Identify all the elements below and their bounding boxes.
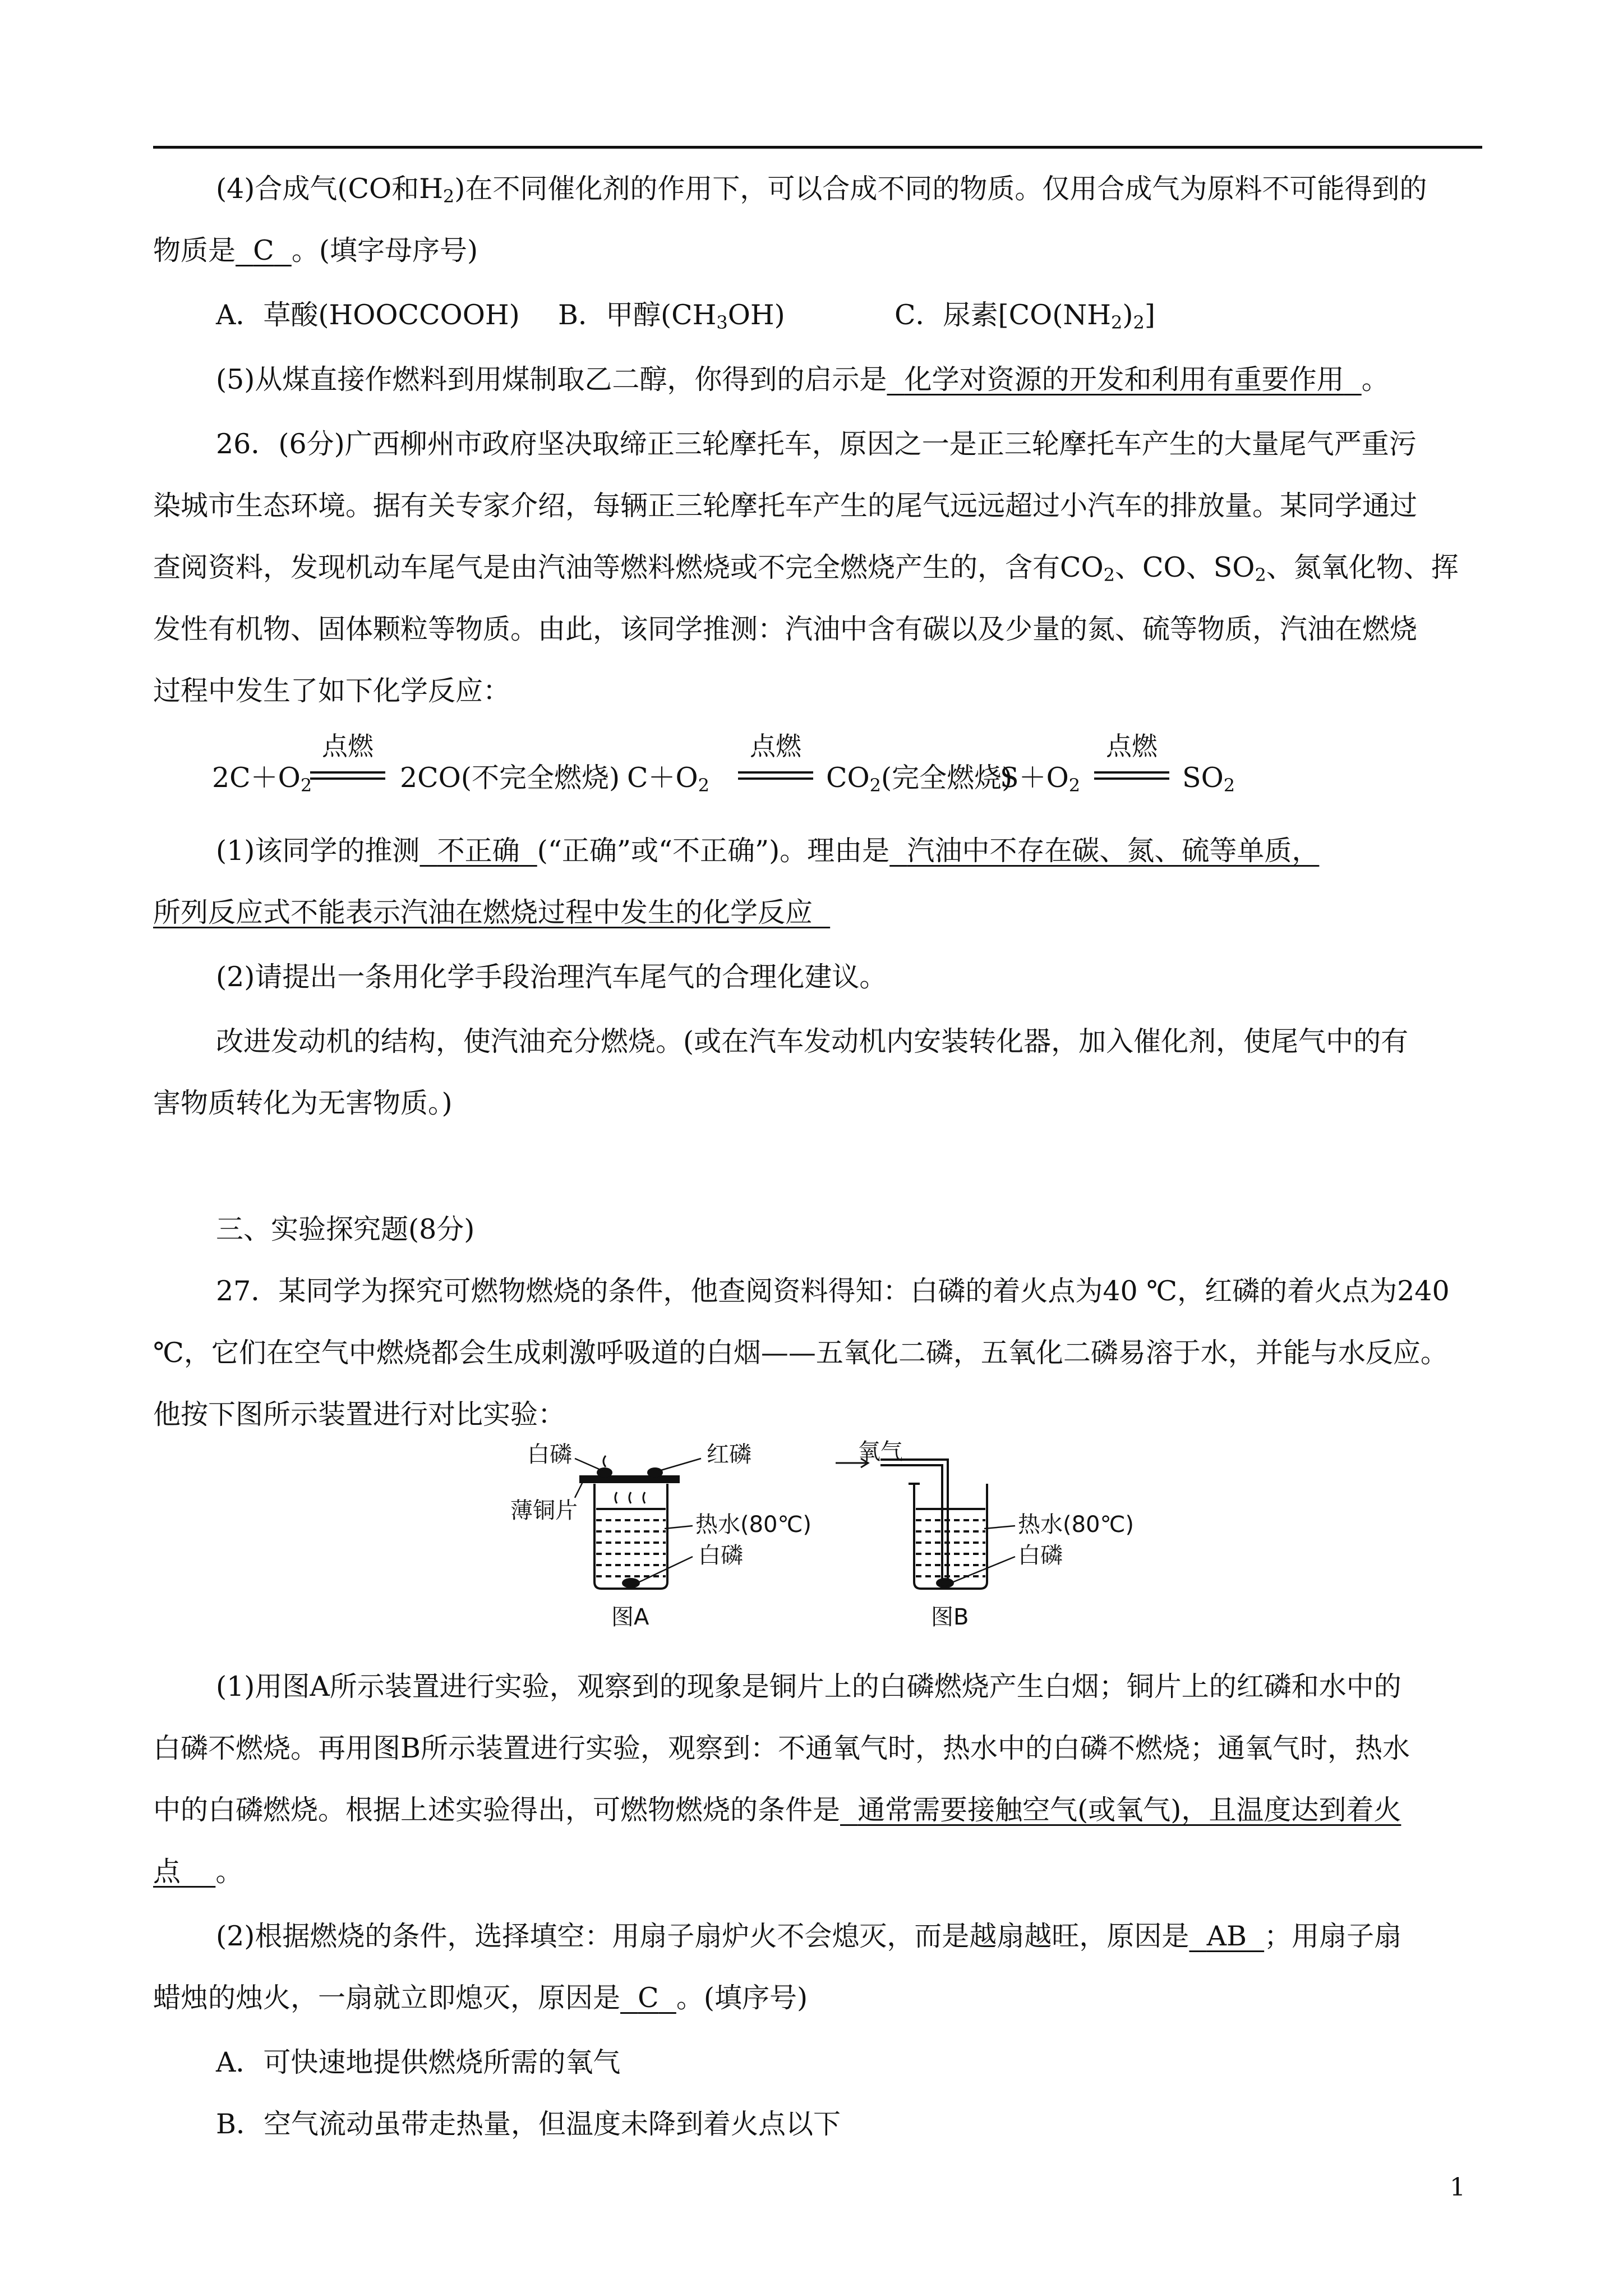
eq2-lhs: $C+O_2$: [627, 762, 710, 796]
label-white-phosphorus-water-a: 白磷: [698, 1543, 743, 1568]
q26-p1-reason: 汽油中不存在碳、氮、硫等单质，: [907, 835, 1320, 867]
caption-figure-b: 图B: [931, 1604, 969, 1630]
q27-p2-line1: (2)根据燃烧的条件，选择填空：用扇子扇炉火不会熄灭，而是越扇越旺，原因是 AB ；用扇子扇: [216, 1920, 1402, 1952]
copper-plate: [580, 1476, 679, 1482]
q27-line1: 27．某同学为探究可燃物燃烧的条件，他查阅资料得知：白磷的着火点为40 ℃，红磷的着火点为240: [216, 1275, 1450, 1307]
beaker-a: [594, 1484, 667, 1589]
label-white-phosphorus-b: 白磷: [1018, 1543, 1063, 1568]
eq3-arrow: 点燃: [1090, 729, 1174, 791]
q26-line4: 发性有机物、固体颗粒等物质。由此，该同学推测：汽油中含有碳以及少量的氮、硫等物质，汽油在燃烧: [153, 613, 1418, 645]
q27-p1-line3: 中的白磷燃烧。根据上述实验得出，可燃物燃烧的条件是 通常需要接触空气(或氧气)，且温度达到着火: [153, 1794, 1401, 1826]
label-copper-plate: 薄铜片: [510, 1498, 578, 1524]
label-oxygen: 氧气: [858, 1439, 903, 1465]
q25-p5: (5)从煤直接作燃料到用煤制取乙二醇，你得到的启示是 化学对资源的开发和利用有重要作用 。: [216, 364, 1389, 395]
q27-line3: 他按下图所示装置进行对比实验：: [153, 1398, 566, 1430]
q27-p1-line1: (1)用图A所示装置进行实验，观察到的现象是铜片上的白磷燃烧产生白烟；铜片上的红磷和水中的: [216, 1671, 1401, 1703]
q27-p1-answer: 通常需要接触空气(或氧气)，且温度达到着火: [857, 1794, 1401, 1826]
label-hot-water-a: 热水(80℃): [695, 1512, 812, 1538]
q25-options: [216, 297, 1482, 333]
q26-p1-line2: 所列反应式不能表示汽油在燃烧过程中发生的化学反应: [153, 896, 813, 928]
header-rule: [153, 146, 1482, 149]
q27-option-a: A．可快速地提供燃烧所需的氧气: [216, 2046, 621, 2078]
eq3-lhs: $S+O_2$: [1000, 762, 1081, 796]
eq1-rhs: 2CO(不完全燃烧): [400, 762, 620, 794]
experiment-figure: [510, 1439, 1172, 1649]
q26-line1: 26．(6分)广西柳州市政府坚决取缔正三轮摩托车，原因之一是正三轮摩托车产生的大量尾气严重污: [216, 428, 1417, 460]
q26-p2-answer-line1: 改进发动机的结构，使汽油充分燃烧。(或在汽车发动机内安装转化器，加入催化剂，使尾气中的有: [216, 1025, 1409, 1057]
q26-line3: 查阅资料，发现机动车尾气是由汽油等燃料燃烧或不完全燃烧产生的，含有$CO_2$、CO、$SO_2$、氮氧化物、挥: [153, 551, 1459, 586]
q26-p1-line1: (1)该同学的推测 不正确 (“正确”或“不正确”)。理由是 汽油中不存在碳、氮、硫等单质，: [216, 835, 1320, 867]
caption-figure-a: 图A: [611, 1604, 649, 1630]
q27-p2-line2: 蜡烛的烛火，一扇就立即熄灭，原因是 C 。(填序号): [153, 1982, 808, 2014]
q25-p4-line2: 物质是 C 。(填字母序号): [153, 234, 478, 266]
eq3-rhs: $SO_2$: [1182, 762, 1235, 796]
q26-line5: 过程中发生了如下化学反应：: [153, 675, 511, 707]
page-number: 1: [1450, 2173, 1465, 2202]
eq2-rhs: $CO_2$(完全燃烧): [826, 762, 1013, 796]
q26-p1-answer: 不正确: [437, 835, 520, 867]
eq1-arrow: 点燃: [306, 729, 390, 791]
q25-p4-line1: (4)合成气(CO和$H_2$)在不同催化剂的作用下，可以合成不同的物质。仅用合成气为原料不可能得到的: [216, 173, 1427, 207]
q25-option-a: A．草酸(HOOCCOOH): [216, 299, 520, 331]
section-title: 三、实验探究题(8分): [216, 1213, 475, 1245]
reaction-equations: [153, 729, 1482, 808]
q27-p1-line4: 点 。: [153, 1856, 243, 1888]
q25-p4-answer: C: [253, 234, 274, 266]
q27-p2-answer-2: C: [638, 1982, 659, 2014]
q26-line2: 染城市生态环境。据有关专家介绍，每辆正三轮摩托车产生的尾气远远超过小汽车的排放量。某同学通过: [153, 490, 1418, 522]
q27-p2-answer-1: AB: [1206, 1920, 1247, 1952]
q27-p1-line2: 白磷不燃烧。再用图B所示装置进行实验，观察到：不通氧气时，热水中的白磷不燃烧；通氧气时，热水: [153, 1732, 1410, 1764]
q26-p2-answer-line2: 害物质转化为无害物质。): [153, 1087, 453, 1119]
label-white-phosphorus-a: 白磷: [527, 1442, 572, 1467]
eq2-arrow: 点燃: [734, 729, 818, 791]
q27-option-b: B．空气流动虽带走热量，但温度未降到着火点以下: [216, 2108, 841, 2140]
label-red-phosphorus: 红磷: [707, 1442, 751, 1467]
q25-option-b: B．甲醇$(CH_3OH)$: [558, 299, 785, 333]
q25-option-c: C．尿素$[CO(NH_2)_2]$: [895, 299, 1155, 333]
eq1-lhs: $2C+O_2$: [212, 762, 312, 796]
label-hot-water-b: 热水(80℃): [1018, 1512, 1135, 1538]
q26-p2: (2)请提出一条用化学手段治理汽车尾气的合理化建议。: [216, 961, 887, 993]
q27-line2: ℃，它们在空气中燃烧都会生成刺激呼吸道的白烟——五氧化二磷，五氧化二磷易溶于水，并能与水反应。: [153, 1337, 1448, 1369]
q25-p5-answer: 化学对资源的开发和利用有重要作用: [904, 364, 1344, 395]
